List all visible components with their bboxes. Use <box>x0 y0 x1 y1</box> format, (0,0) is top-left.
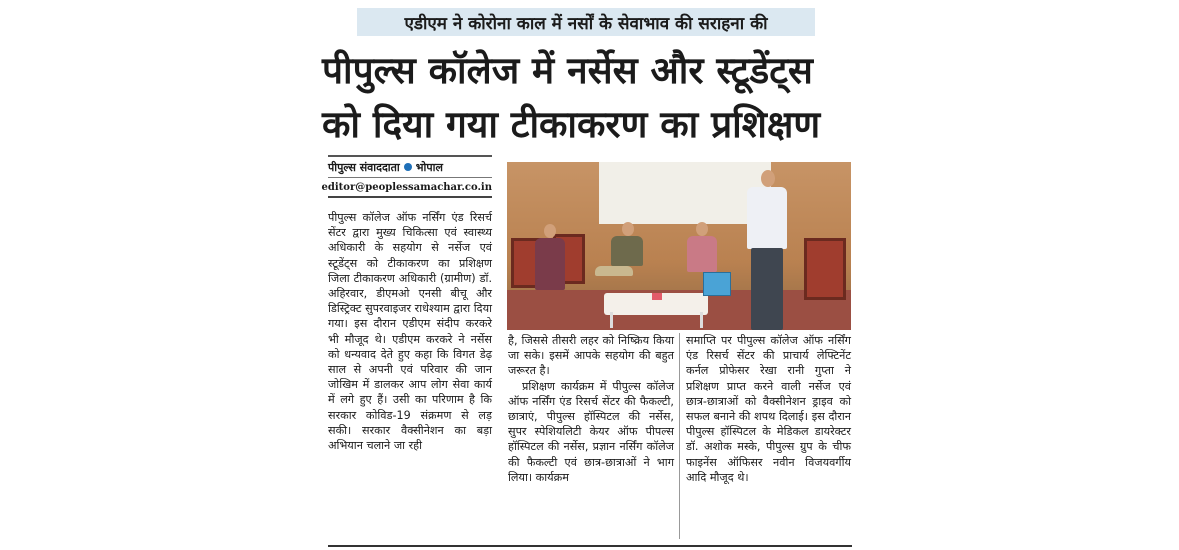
vaccine-carrier-box <box>703 272 731 296</box>
item-on-table <box>652 293 662 300</box>
projector-screen <box>599 162 771 224</box>
article-column-2 <box>508 333 674 485</box>
headline <box>322 44 867 152</box>
column-divider <box>679 333 680 539</box>
bullet-icon <box>404 163 412 171</box>
editor-email: editor@peoplessamachar.co.in <box>328 178 492 198</box>
bottom-rule <box>328 545 852 547</box>
chair <box>804 238 846 300</box>
paragraph: प्रशिक्षण कार्यक्रम में पीपुल्स कॉलेज ऑफ नर्सिंग एंड रिसर्च सेंटर की फैकल्टी, छात्राएं, पीपुल्स हॉस्पिटल की नर्सेस, सुपर स्पेशियलिटी केयर ऑफ पीपल्स हॉस्पिटल की नर्सेस, प्रज्ञान नर्सिंग कॉलेज की फैकल्टी एवं छात्र-छात्राओं ने भाग लिया। कार्यक्रम <box>508 379 674 484</box>
kicker-strap: एडीएम ने कोरोना काल में नर्सों के सेवाभाव की सराहना की <box>357 8 815 36</box>
reporter-name: पीपुल्स संवाददाता <box>328 160 400 174</box>
article-column-1 <box>328 210 492 453</box>
paragraph: समाप्ति पर पीपुल्स कॉलेज ऑफ नर्सिंग एंड रिसर्च सेंटर की प्राचार्य लेफ्टिनेंट कर्नल प्रोफेसर रेखा रानी गुप्ता ने प्रशिक्षण प्राप्त करने वाली नर्सेज एवं छात्र-छात्राओं को वैक्सीनेशन ड्राइव को सफल बनाने की शपथ दिलाई। इस दौरान पीपुल्स हॉस्पिटल के मेडिकल डायरेक्टर डॉ. अशोक मस्के, पीपुल्स ग्रुप के चीफ फाइनेंस ऑफिसर नवीन विजयवर्गीय आदि मौजूद थे। <box>686 334 851 484</box>
dateline-city: भोपाल <box>415 160 443 174</box>
byline <box>328 155 492 178</box>
paragraph: है, जिससे तीसरी लहर को निष्क्रिय किया जा सके। इसमें आपके सहयोग की बहुत जरूरत है। <box>508 334 674 378</box>
headline-line-1: पीपुल्स कॉलेज में नर्सेस और स्टूडेंट्स <box>322 49 813 92</box>
paragraph: पीपुल्स कॉलेज ऑफ नर्सिंग एंड रिसर्च सेंटर द्वारा मुख्य चिकित्सा एवं स्वास्थ्य अधिकारी के सहयोग से नर्सेज एवं स्टूडेंट्स को टीकाकरण का प्रशिक्षण जिला टीकाकरण अधिकारी (ग्रामीण) डॉ. अहिरवार, डीएमओ एनसी बीचू और डिस्ट्रिक्ट सुपरवाइजर राधेश्याम द्वारा दिया गया। इस दौरान एडीएम संदीप करकरे भी मौजूद थे। एडीएम करकरे ने नर्सेस को धन्यवाद देते हुए कहा कि विगत डेढ़ साल से अपनी एवं परिवार की जान जोखिम में डालकर आप लोग सेवा कार्य में लगे हुए हैं। उसी का परिणाम है कि सरकार कोविड-19 संक्रमण से लड़ सकी। सरकार वैक्सीनेशन का बड़ा अभियान चलाने जा रही <box>328 211 492 453</box>
article-column-3 <box>686 333 851 485</box>
event-photo <box>507 162 851 330</box>
headline-line-2: को दिया गया टीकाकरण का प्रशिक्षण <box>322 103 821 146</box>
